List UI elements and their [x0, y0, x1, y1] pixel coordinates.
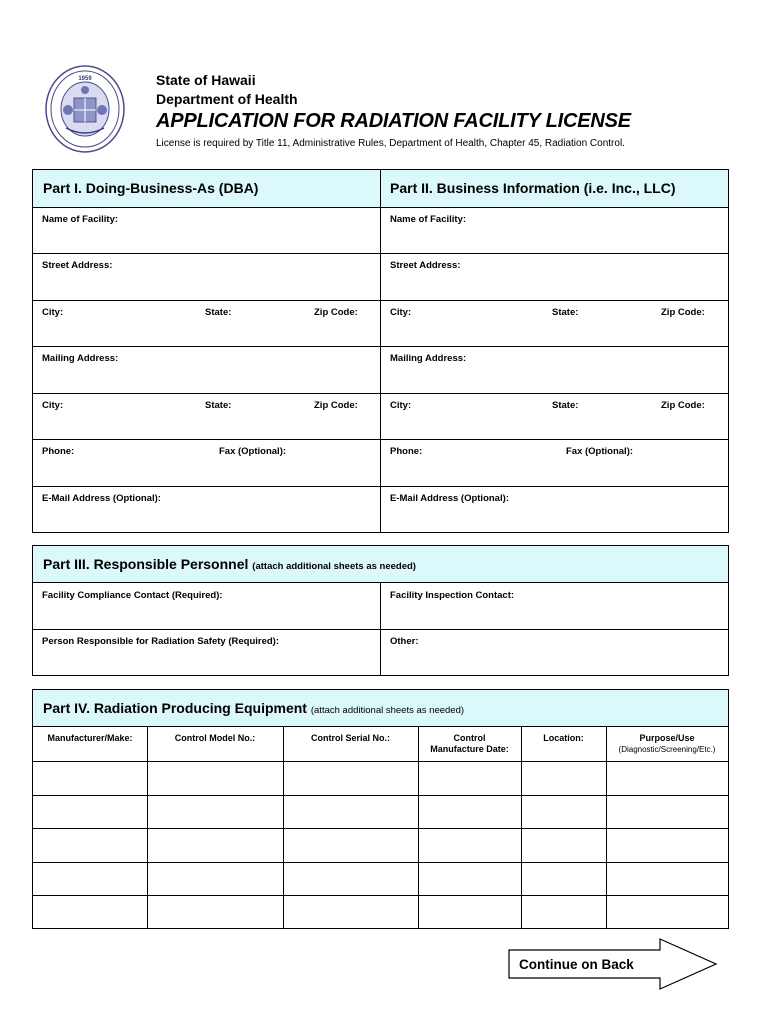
- part2-mailing-city-field[interactable]: City:: [390, 400, 412, 411]
- seal-year: 1959: [78, 76, 92, 82]
- part1-mailing-state-field[interactable]: State:: [205, 400, 232, 411]
- part1-mailing-address-field[interactable]: Mailing Address:: [42, 353, 119, 364]
- column-header-serial: Control Serial No.:: [310, 733, 390, 743]
- column-header-date-line2: Manufacture Date:: [430, 744, 509, 754]
- row-divider: [33, 393, 728, 394]
- department-name: Department of Health: [156, 91, 298, 107]
- row-divider: [33, 439, 728, 440]
- other-contact-field[interactable]: Other:: [390, 636, 419, 647]
- row-divider: [33, 253, 728, 254]
- part1-mailing-zip-field[interactable]: Zip Code:: [314, 400, 358, 411]
- row-divider: [33, 486, 728, 487]
- row-divider: [33, 346, 728, 347]
- state-seal-icon: [44, 64, 126, 154]
- column-header-location: Location:: [543, 733, 584, 743]
- column-header-model: Control Model No.:: [174, 733, 256, 743]
- compliance-contact-field[interactable]: Facility Compliance Contact (Required):: [42, 590, 223, 601]
- column-header-purpose-sub: (Diagnostic/Screening/Etc.): [618, 745, 716, 754]
- part4-section: [32, 689, 729, 929]
- column-header-make: Manufacturer/Make:: [47, 733, 133, 743]
- part1-fax-field[interactable]: Fax (Optional):: [219, 446, 287, 457]
- part2-state-field[interactable]: State:: [552, 307, 579, 318]
- form-title: APPLICATION FOR RADIATION FACILITY LICENSE: [156, 110, 631, 132]
- row-divider: [33, 629, 728, 630]
- table-row-divider: [33, 862, 728, 863]
- part1-street-address-field[interactable]: Street Address:: [42, 260, 113, 271]
- part2-email-field[interactable]: E-Mail Address (Optional):: [390, 493, 509, 504]
- part3-title-text: Part III. Responsible Personnel: [43, 556, 249, 572]
- part1-zip-field[interactable]: Zip Code:: [314, 307, 358, 318]
- part1-phone-field[interactable]: Phone:: [42, 446, 75, 457]
- part4-title-text: Part IV. Radiation Producing Equipment: [43, 700, 307, 716]
- radiation-safety-person-field[interactable]: Person Responsible for Radiation Safety (Required):: [42, 636, 280, 647]
- part2-street-address-field[interactable]: Street Address:: [390, 260, 461, 271]
- column-divider: [380, 170, 381, 532]
- part1-name-of-facility-field[interactable]: Name of Facility:: [42, 214, 119, 225]
- form-subtitle: License is required by Title 11, Administrative Rules, Department of Health, Chapter 45, Radiation Control.: [156, 138, 625, 149]
- part3-section: [32, 545, 729, 676]
- part4-title: [43, 700, 464, 716]
- part2-mailing-address-field[interactable]: Mailing Address:: [390, 353, 467, 364]
- part1-mailing-city-field[interactable]: City:: [42, 400, 64, 411]
- part4-note: (attach additional sheets as needed): [310, 705, 465, 716]
- part2-name-of-facility-field[interactable]: Name of Facility:: [390, 214, 467, 225]
- table-row-divider: [33, 761, 728, 762]
- inspection-contact-field[interactable]: Facility Inspection Contact:: [390, 590, 515, 601]
- state-name: State of Hawaii: [156, 72, 256, 88]
- equipment-table: [33, 727, 728, 928]
- part1-email-field[interactable]: E-Mail Address (Optional):: [42, 493, 161, 504]
- part3-title: [43, 556, 416, 572]
- part2-zip-field[interactable]: Zip Code:: [661, 307, 705, 318]
- table-row-divider: [33, 795, 728, 796]
- column-header-purpose-text: Purpose/Use: [639, 733, 695, 743]
- part2-title: Part II. Business Information (i.e. Inc., LLC): [390, 180, 676, 196]
- part2-fax-field[interactable]: Fax (Optional):: [566, 446, 634, 457]
- continue-on-back-label: Continue on Back: [519, 957, 634, 972]
- part1-city-field[interactable]: City:: [42, 307, 64, 318]
- part1-title: Part I. Doing-Business-As (DBA): [43, 180, 259, 196]
- column-header-purpose: [606, 733, 728, 755]
- row-divider: [33, 300, 728, 301]
- table-row-divider: [33, 828, 728, 829]
- part2-mailing-zip-field[interactable]: Zip Code:: [661, 400, 705, 411]
- table-row-divider: [33, 895, 728, 896]
- part1-state-field[interactable]: State:: [205, 307, 232, 318]
- part3-note: (attach additional sheets as needed): [252, 561, 416, 572]
- part2-mailing-state-field[interactable]: State:: [552, 400, 579, 411]
- part2-phone-field[interactable]: Phone:: [390, 446, 423, 457]
- column-header-date-line1: Control: [453, 733, 486, 743]
- column-header-date: [418, 733, 521, 755]
- part1-part2-section: [32, 169, 729, 533]
- part2-city-field[interactable]: City:: [390, 307, 412, 318]
